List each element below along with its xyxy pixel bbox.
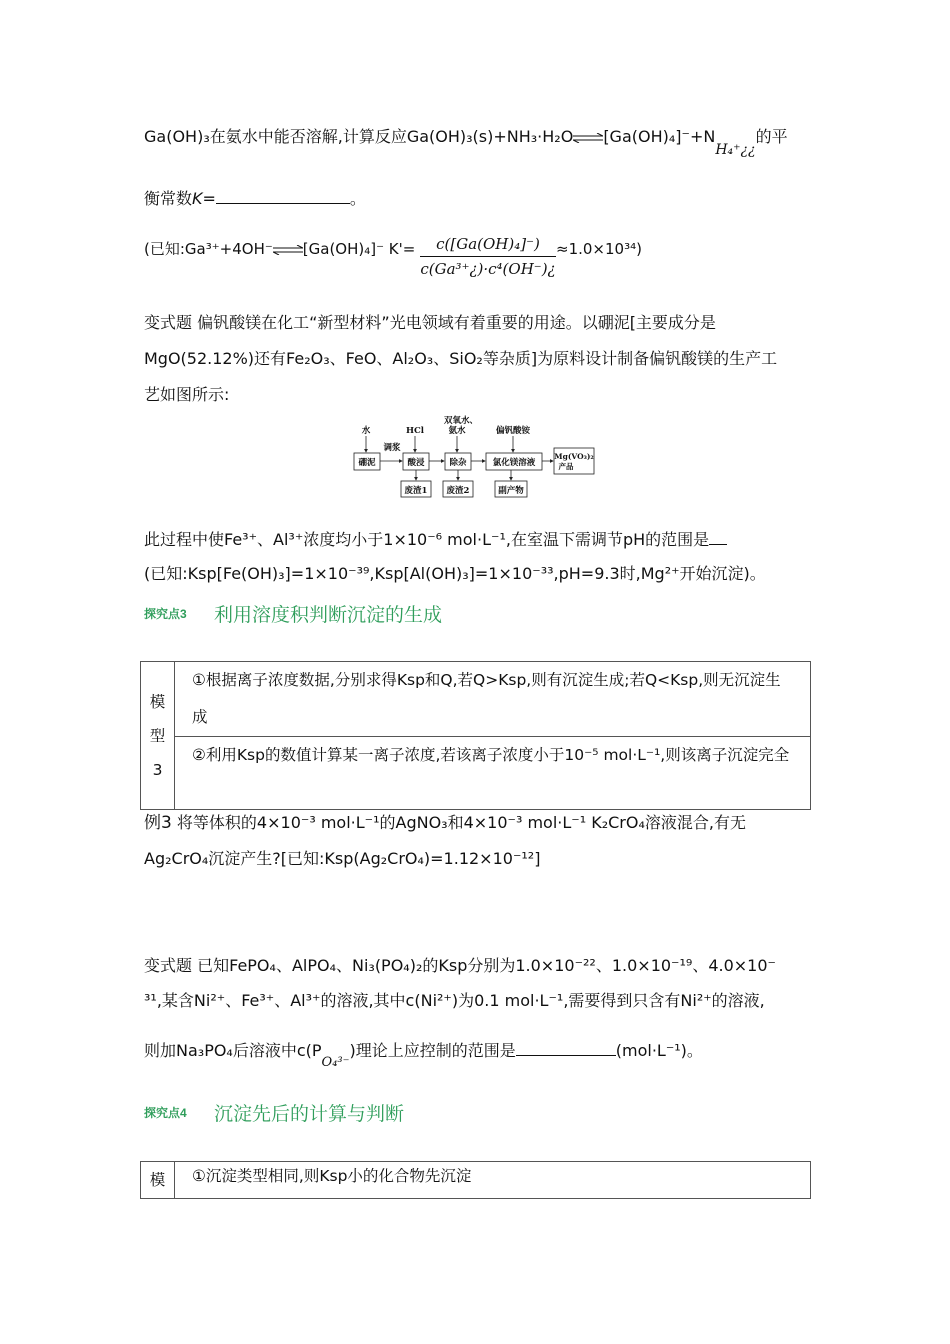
example-label: 例3: [144, 813, 172, 833]
input-label: 偏钒酸铵: [495, 426, 531, 436]
process-flow-diagram: [353, 412, 595, 500]
model-table: [140, 661, 811, 810]
model-row: ①根据离子浓度数据,分别求得Ksp和Q,若Q>Ksp,则有沉淀生成;若Q<Ksp,则无沉淀生成: [175, 662, 811, 737]
text-span: )理论上应控制的范围是: [349, 1041, 516, 1060]
box-label: 除杂: [449, 458, 467, 468]
model-table: [140, 1161, 811, 1199]
section-title: 利用溶度积判断沉淀的生成: [214, 604, 443, 626]
reaction-text: Ga(OH)₃在氨水中能否溶解,计算反应Ga(OH)₃(s)+NH₃·H₂O: [144, 127, 574, 146]
text-line: [144, 955, 776, 977]
output-label: 副产物: [498, 486, 524, 496]
text-span: =: [202, 189, 216, 208]
text-span: 已知FePO₄、AlPO₄、Ni₃(PO₄)₂的Ksp分别为1.0×10⁻²²、1.0×10⁻¹⁹、4.0×10⁻: [197, 956, 776, 975]
text-span: 将等体积的4×10⁻³ mol·L⁻¹的AgNO₃和4×10⁻³ mol·L⁻¹ K₂CrO₄溶液混合,有无: [176, 813, 746, 832]
text-line: ³¹,某含Ni²⁺、Fe³⁺、Al³⁺的溶液,其中c(Ni²⁺)为0.1 mol·L⁻¹,需要得到只含有Ni²⁺的溶液,: [144, 991, 765, 1010]
variant-label: 变式题: [144, 313, 193, 332]
section-title: 沉淀先后的计算与判断: [214, 1103, 405, 1125]
output-label: 废渣1: [404, 486, 428, 496]
approx-value: ≈1.0×10³⁴): [556, 240, 642, 258]
box-label: Mg(VO₃)₂: [554, 452, 594, 461]
text-line: [144, 529, 727, 551]
text-span: (mol·L⁻¹)。: [615, 1041, 703, 1060]
model-row: ②利用Ksp的数值计算某一离子浓度,若该离子浓度小于10⁻⁵ mol·L⁻¹,则该离子沉淀完全: [175, 737, 811, 810]
text-line: [144, 126, 788, 158]
fraction-numerator: c([Ga(OH)₄]⁻): [436, 235, 540, 253]
text-span: 此过程中使Fe³⁺、Al³⁺浓度均小于1×10⁻⁶ mol·L⁻¹,在室温下需调节pH的范围是: [144, 530, 710, 549]
text-span: [Ga(OH)₄]⁻ K'=: [302, 240, 416, 258]
text-span: 。: [349, 189, 366, 208]
text-line: 艺如图所示:: [144, 385, 230, 404]
box-label: 产品: [558, 462, 574, 471]
equilibrium-arrow-icon: [573, 133, 603, 143]
phosphate-subscript: O₄³⁻: [321, 1055, 350, 1070]
answer-blank[interactable]: [709, 530, 727, 545]
input-label: 水: [361, 426, 371, 436]
text-span: 衡常数: [144, 189, 193, 208]
text-span: 则加Na₃PO₄后溶液中c(P: [144, 1041, 322, 1060]
fraction-bar: [420, 256, 556, 257]
reaction-products: [Ga(OH)₄]⁻+N: [603, 127, 716, 146]
model-label: [141, 662, 175, 810]
text-line: [144, 188, 366, 210]
section-header: [144, 600, 442, 627]
box-label: 酸浸: [407, 458, 425, 468]
input-label: HCl: [405, 426, 425, 436]
model-label: 模: [141, 1162, 175, 1199]
text-line: (已知:Ksp[Fe(OH)₃]=1×10⁻³⁹,Ksp[Al(OH)₃]=1×10⁻³³,pH=9.3时,Mg²⁺开始沉淀)。: [144, 564, 766, 583]
text-line: [144, 1040, 703, 1070]
model-row: ①沉淀类型相同,则Ksp小的化合物先沉淀: [175, 1162, 811, 1199]
text-span: (已知:Ga³⁺+4OH⁻: [144, 240, 273, 258]
model-label-text: 模型3: [149, 692, 166, 779]
text-span: 偏钒酸镁在化工“新型材料”光电领域有着重要的用途。以硼泥[主要成分是: [197, 313, 716, 332]
variant-label: 变式题: [144, 956, 193, 975]
text-line: [144, 812, 746, 834]
box-label: 氯化镁溶液: [492, 458, 536, 468]
text-tail: 的平: [755, 127, 788, 146]
k-fraction: [420, 234, 556, 279]
fraction-denominator: c(Ga³⁺¿)·c⁴(OH⁻)¿: [420, 260, 556, 278]
input-label: 氨水: [448, 426, 466, 436]
text-line: MgO(52.12%)还有Fe₂O₃、FeO、Al₂O₃、SiO₂等杂质]为原料设计制备偏钒酸镁的生产工: [144, 349, 778, 368]
section-tag: 探究点3: [144, 607, 187, 621]
section-header: [144, 1099, 404, 1126]
text-line: [144, 312, 716, 334]
equilibrium-arrow-icon: [273, 245, 303, 255]
box-label: 硼泥: [358, 458, 376, 468]
arrow-label: 调浆: [383, 443, 401, 453]
known-condition: [144, 238, 415, 260]
input-label: 双氧水、: [443, 416, 479, 426]
section-tag: 探究点4: [144, 1106, 187, 1120]
answer-blank[interactable]: [216, 189, 350, 204]
ammonium-subscript: H₄⁺¿¿: [715, 142, 756, 158]
k-variable: K: [192, 189, 203, 208]
text-line: Ag₂CrO₄沉淀产生?[已知:Ksp(Ag₂CrO₄)=1.12×10⁻¹²]: [144, 849, 541, 868]
answer-blank[interactable]: [516, 1041, 616, 1056]
output-label: 废渣2: [446, 486, 470, 496]
